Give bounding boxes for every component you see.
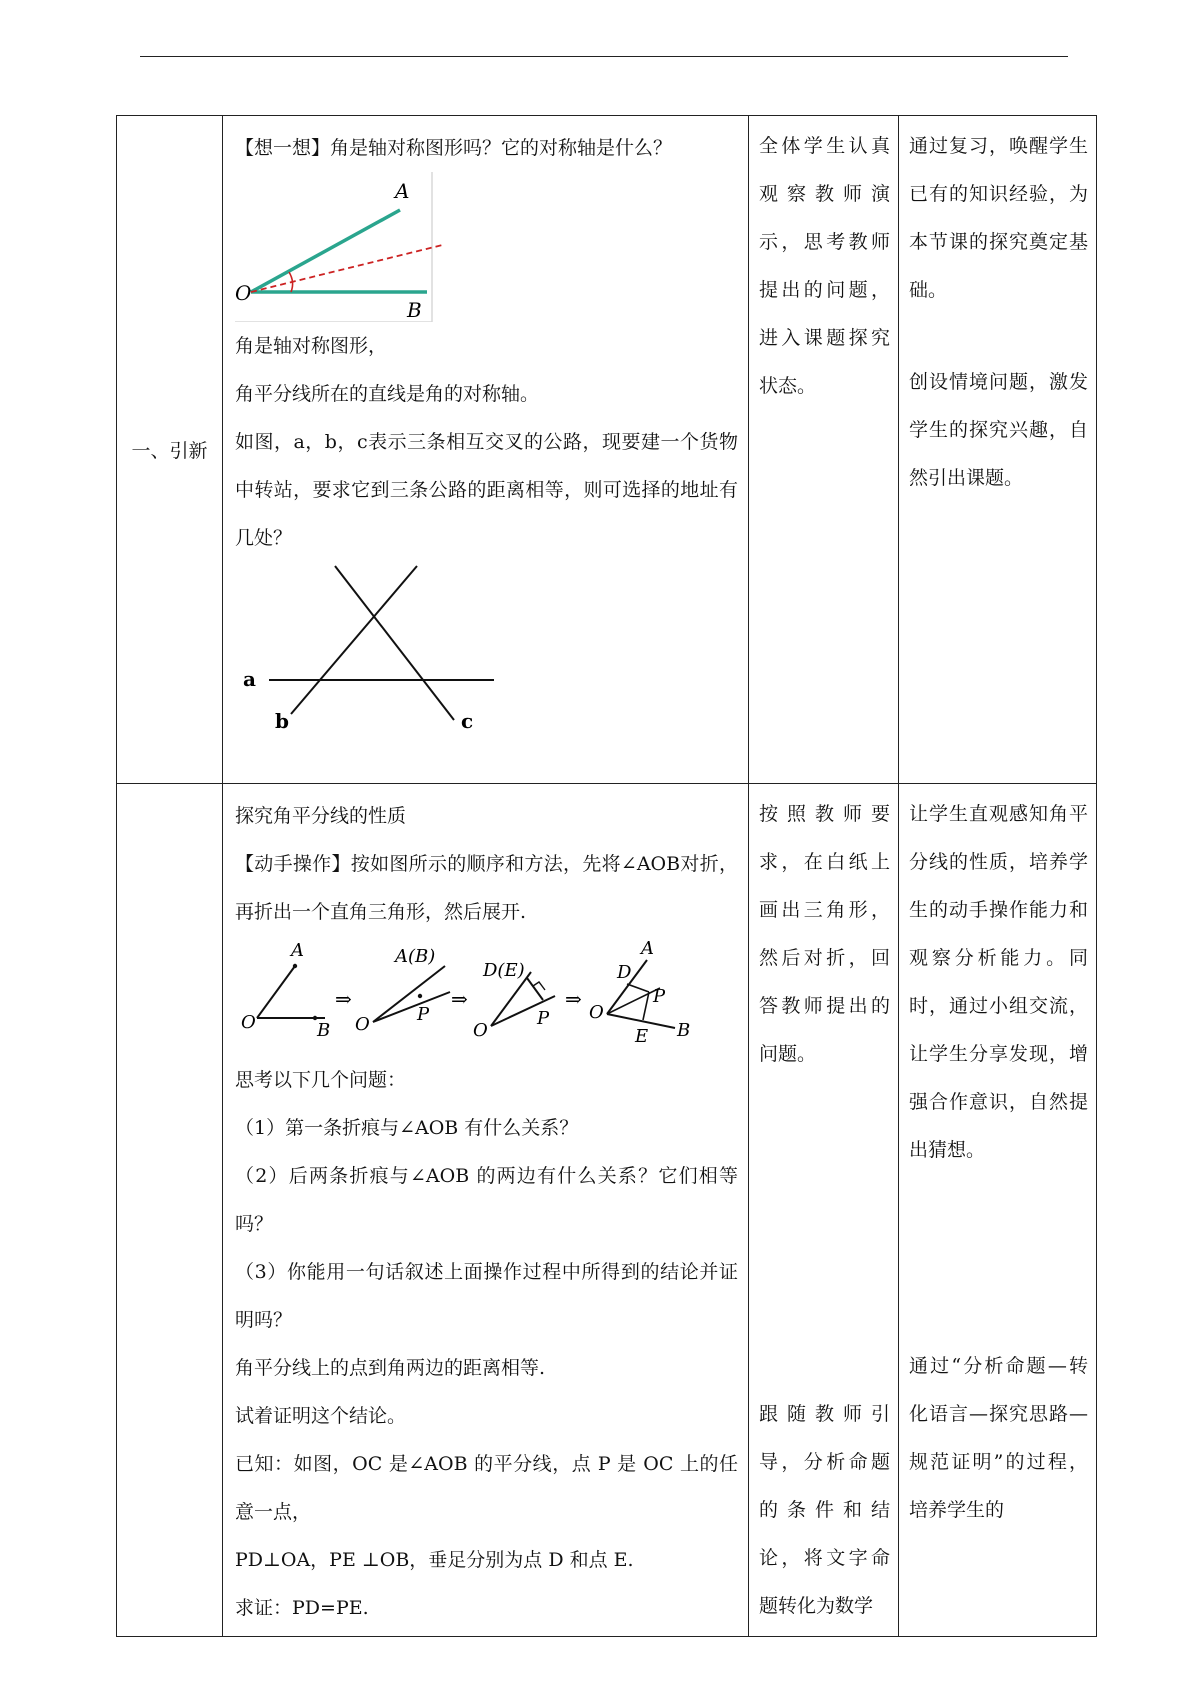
s2-fold [373,966,445,1022]
s3-crease [527,978,543,1000]
explore-title: 探究角平分线的性质 [235,805,407,827]
question-2: （2）后两条折痕与∠AOB 的两边有什么关系？它们相等吗？ [235,1165,738,1235]
s1-label-o: O [241,1012,256,1033]
label-road-a: a [243,667,256,691]
s1-label-a: A [291,940,304,961]
try-prove: 试着证明这个结论。 [235,1405,407,1427]
operation-title: 【动手操作】 [235,853,351,875]
s4-label-d: D [617,962,632,983]
header-rule [140,56,1068,57]
ray-oa [251,210,400,292]
student-activity-cell [749,116,899,784]
think-intro: 思考以下几个问题： [235,1069,407,1091]
table-row [117,784,1097,1637]
think-line [235,124,738,172]
design-intent-1: 让学生直观感知角平分线的性质，培养学生的动手操作能力和观察分析能力。同时，通过小组交流，让学生分享发现，增强合作意识，自然提出猜想。 [909,803,1088,1161]
student-activity-cell [749,784,899,1637]
s3-label-p: P [537,1008,550,1029]
problem-text: 如图，a，b，c表示三条相互交叉的公路，现要建一个货物中转站，要求它到三条公路的距离相等，则可选择的地址有几处？ [235,431,738,549]
s1-oa [257,966,295,1018]
question-3: （3）你能用一句话叙述上面操作过程中所得到的结论并证明吗？ [235,1261,738,1331]
s4-label-e: E [635,1026,649,1047]
label-a: A [395,179,410,203]
s4-label-o: O [589,1002,604,1023]
lesson-table [116,115,1097,1637]
label-road-b: b [275,709,289,733]
s2-label-p: P [417,1004,430,1025]
design-intent-2: 创设情境问题，激发学生的探究兴趣，自然引出课题。 [909,371,1088,489]
stage-cell-empty [117,784,223,1637]
road-b [291,566,417,714]
s1-label-b: B [317,1020,331,1041]
student-activity-1: 按照教师要求，在白纸上画出三角形，然后对折，回答教师提出的问题。 [759,803,890,1065]
s2-edge [373,992,450,1022]
student-activity-text: 全体学生认真观察教师演示，思考教师提出的问题，进入课题探究状态。 [759,135,890,397]
s2-label-o: O [355,1014,370,1035]
content-cell [223,116,749,784]
think-question: 角是轴对称图形吗？它的对称轴是什么？ [330,137,673,159]
arrow-icon: ⇒ [451,987,468,1011]
student-activity-2: 跟随教师引导，分析命题的条件和结论，将文字命题转化为数学 [759,1403,890,1617]
s3-label-de: D(E) [483,960,525,981]
s2-label-ab: A(B) [395,946,436,967]
roads-figure [239,562,539,738]
operation-body: 按如图所示的顺序和方法，先将∠AOB对折，再折出一个直角三角形，然后展开. [235,853,738,923]
s4-pd [627,984,649,992]
table-row [117,116,1097,784]
s4-label-b: B [677,1020,691,1041]
label-road-c: c [461,709,474,733]
question-1: （1）第一条折痕与∠AOB 有什么关系？ [235,1117,579,1139]
given-2: PD⊥OA，PE ⊥OB，垂足分别为点 D 和点 E. [235,1549,634,1571]
think-title: 【想一想】 [235,137,331,159]
design-intent-2: 通过“分析命题—转化语言—探究思路—规范证明”的过程，培养学生的 [909,1355,1088,1521]
arrow-icon: ⇒ [565,987,582,1011]
s4-label-a: A [641,938,654,959]
answer-line-2: 角平分线所在的直线是角的对称轴。 [235,383,540,405]
label-o: O [235,281,252,305]
prove-statement: 求证：PD=PE. [235,1597,369,1619]
stage-label: 一、引新 [131,440,208,462]
s3-label-o: O [473,1020,488,1041]
design-intent-cell [899,784,1097,1637]
s4-label-p: P [653,986,666,1007]
bisector-line [251,237,445,292]
stage-cell [117,116,223,784]
road-c [335,566,454,720]
given-1: 已知：如图，OC 是∠AOB 的平分线，点 P 是 OC 上的任意一点， [235,1453,738,1523]
arrow-icon: ⇒ [335,987,352,1011]
operation-text [235,840,738,936]
content-cell [223,784,749,1637]
design-intent-1: 通过复习，唤醒学生已有的知识经验，为本节课的探究奠定基础。 [909,135,1088,301]
folding-figure [235,936,735,1056]
conclusion: 角平分线上的点到角两边的距离相等. [235,1357,546,1379]
angle-figure [235,172,445,322]
answer-line-1: 角是轴对称图形， [235,335,388,357]
label-b: B [407,298,422,322]
design-intent-cell [899,116,1097,784]
